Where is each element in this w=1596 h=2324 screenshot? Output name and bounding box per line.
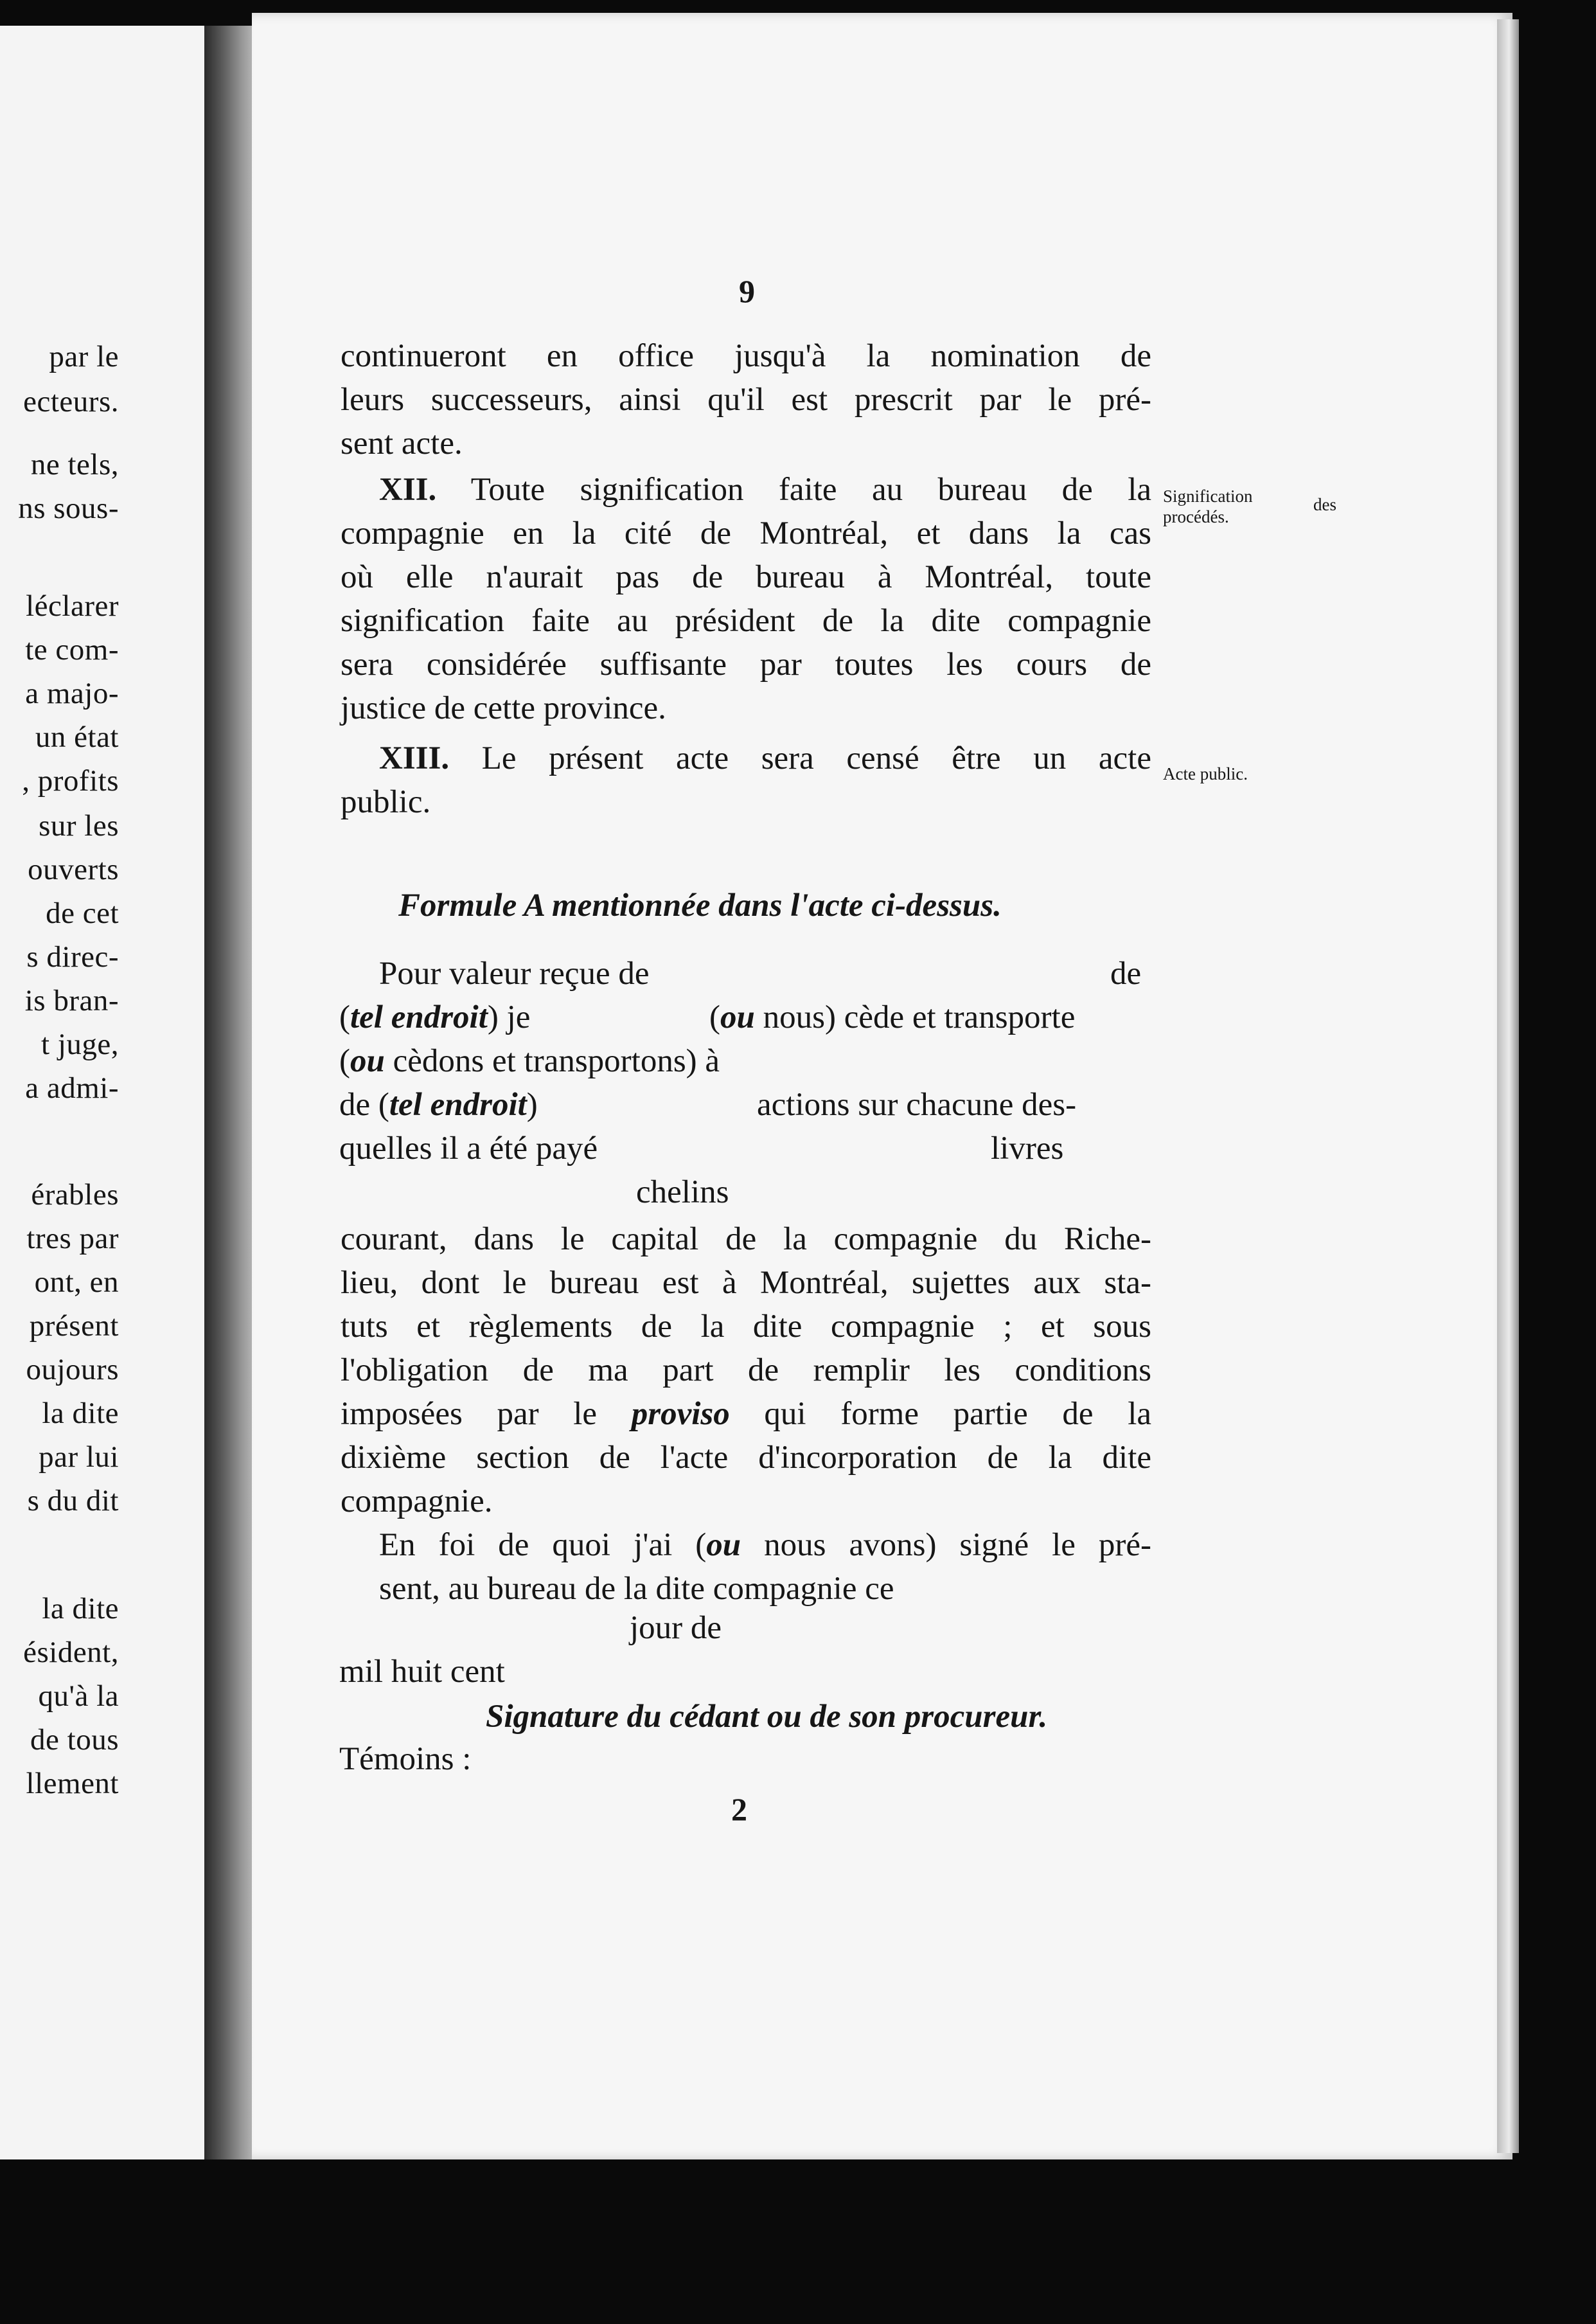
- page-edge: [1497, 19, 1519, 2153]
- text-line: courant, dans le capital de la compagnie du Riche-: [341, 1221, 1151, 1257]
- left-line: t juge,: [41, 1028, 119, 1061]
- left-line: ecteurs.: [23, 385, 119, 418]
- form-line: de (tel endroit): [339, 1087, 538, 1123]
- left-line: ns sous-: [18, 492, 119, 525]
- left-line: par lui: [39, 1440, 119, 1474]
- margin-note-procedes: procédés.: [1163, 507, 1229, 526]
- text-line: sent, au bureau de la dite compagnie ce: [379, 1571, 894, 1607]
- page-number: 9: [739, 273, 755, 309]
- text-line: sera considérée suffisante par toutes les cours de: [341, 647, 1151, 683]
- form-line: jour de: [630, 1610, 722, 1646]
- text-line: En foi de quoi j'ai (ou nous avons) signé le pré-: [379, 1527, 1151, 1563]
- margin-note-acte-public: Acte public.: [1163, 764, 1248, 783]
- form-line: (tel endroit) je: [339, 999, 531, 1035]
- left-line: présent: [29, 1309, 119, 1343]
- left-line: , profits: [22, 764, 119, 798]
- text-line: continueront en office jusqu'à la nomination de: [341, 338, 1151, 374]
- left-line: te com-: [25, 633, 119, 666]
- section-12-first-line: [341, 468, 1151, 512]
- left-line: de cet: [46, 897, 119, 930]
- left-line: oujours: [26, 1353, 119, 1386]
- form-line: de: [1110, 956, 1142, 992]
- left-line: is bran-: [24, 984, 119, 1017]
- section-number: XIII.: [379, 740, 450, 776]
- text-line: compagnie en la cité de Montréal, et dans la cas: [341, 515, 1151, 551]
- form-line: (ou cèdons et transportons) à: [339, 1043, 720, 1079]
- left-line: par le: [49, 340, 119, 373]
- left-line: un état: [35, 720, 119, 754]
- section-number: XII.: [379, 472, 437, 508]
- text-line: dixième section de l'acte d'incorporation de la dite: [341, 1440, 1151, 1476]
- text-line: sent acte.: [341, 425, 463, 461]
- form-line: mil huit cent: [339, 1654, 505, 1690]
- left-line: sur les: [39, 809, 119, 843]
- text-line: l'obligation de ma part de remplir les conditions: [341, 1352, 1151, 1388]
- left-line: ouverts: [28, 853, 119, 886]
- section-text: Le présent acte sera censé être un acte: [481, 740, 1151, 776]
- form-line: Témoins :: [339, 1741, 472, 1777]
- left-line: s direc-: [26, 940, 119, 974]
- left-line: ont, en: [34, 1265, 119, 1299]
- section-13-first-line: [341, 737, 1151, 780]
- form-heading: Formule A mentionnée dans l'acte ci-dessus.: [398, 888, 1002, 924]
- left-line: érables: [31, 1178, 119, 1211]
- form-line: quelles il a été payé: [339, 1131, 598, 1166]
- left-line: llement: [26, 1767, 119, 1800]
- left-line: s du dit: [27, 1484, 119, 1517]
- form-line: (ou nous) cède et transporte: [709, 999, 1076, 1035]
- left-line: tres par: [26, 1222, 119, 1255]
- text-line: public.: [341, 784, 431, 820]
- left-line: ne tels,: [30, 448, 119, 481]
- form-line: Pour valeur reçue de: [379, 956, 650, 992]
- text-line: tuts et règlements de la dite compagnie ; et sous: [341, 1309, 1151, 1345]
- left-line: a majo-: [25, 677, 119, 710]
- left-line: de tous: [30, 1723, 119, 1756]
- text-line: imposées par le proviso qui forme partie de la: [341, 1396, 1151, 1432]
- form-line: actions sur chacune des-: [757, 1087, 1077, 1123]
- left-line: léclarer: [26, 589, 119, 623]
- proviso-word: proviso: [631, 1396, 730, 1432]
- main-text: [341, 334, 1151, 824]
- left-line: ésident,: [23, 1636, 119, 1669]
- signature-mark: 2: [731, 1791, 747, 1827]
- text-line: lieu, dont le bureau est à Montréal, sujettes aux sta-: [341, 1265, 1151, 1301]
- left-line: qu'à la: [38, 1679, 119, 1713]
- text-line: leurs successeurs, ainsi qu'il est prescrit par le pré-: [341, 382, 1151, 418]
- form-line: livres: [991, 1131, 1064, 1166]
- text-line: compagnie.: [341, 1483, 493, 1519]
- section-text: Toute signification faite au bureau de la: [470, 472, 1151, 508]
- signature-line: Signature du cédant ou de son procureur.: [486, 1699, 1048, 1735]
- margin-note-signification: Signification: [1163, 487, 1253, 506]
- form-line: chelins: [636, 1174, 729, 1210]
- text-line: où elle n'aurait pas de bureau à Montréal, toute: [341, 559, 1151, 595]
- form-body: [341, 1217, 1151, 1611]
- left-line: la dite: [42, 1592, 119, 1625]
- text-line: justice de cette province.: [341, 690, 666, 726]
- text-line: signification faite au président de la dite compagnie: [341, 603, 1151, 639]
- margin-note-des: des: [1313, 495, 1336, 514]
- left-line: a admi-: [25, 1071, 119, 1105]
- left-line: la dite: [42, 1397, 119, 1430]
- left-page-fragments: [0, 0, 119, 1928]
